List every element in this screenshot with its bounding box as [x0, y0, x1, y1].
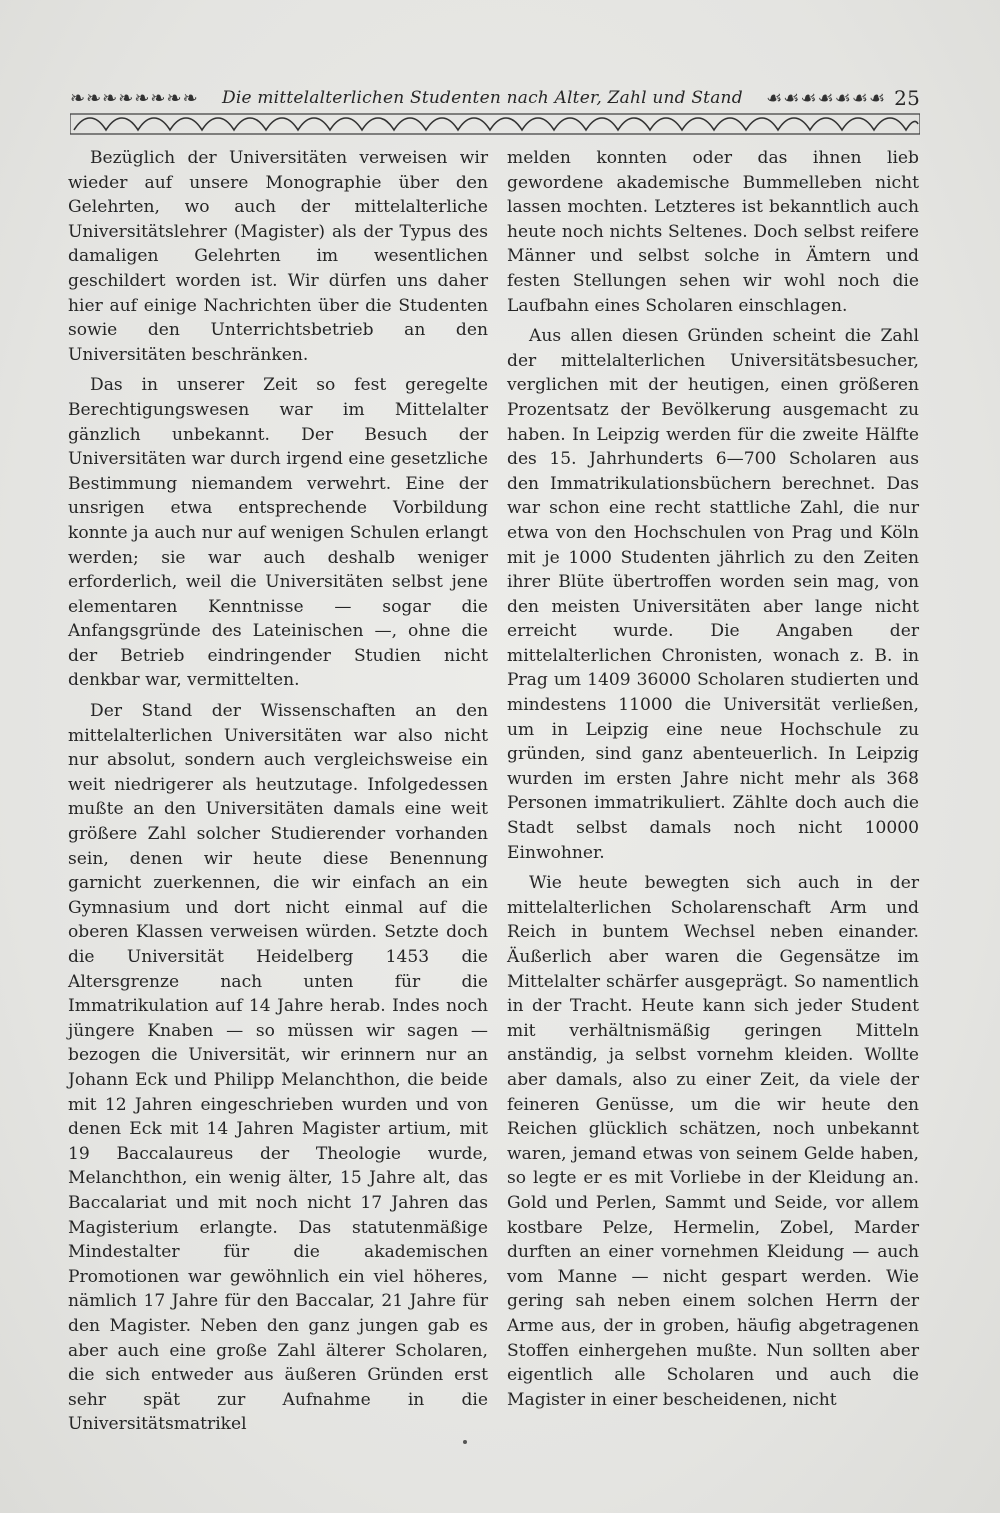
page-header [70, 82, 920, 142]
paragraph: Wie heute bewegten sich auch in der mittelalterlichen Scholarenschaft Arm und Reich in buntem Wechsel neben einander. Äußerlich aber waren die Gegensätze im Mittelalter schärfer ausgeprägt. So namentlich in der Tracht. Heute kann sich jeder Student mit verhältnismäßig geringen Mitteln anständig, ja selbst vornehm kleiden. Wollte aber damals, also zu einer Zeit, da viele der feineren Genüsse, um die wir heute den Reichen glücklich schätzen, noch unbekannt waren, jemand etwas von seinem Gelde haben, so legte er es mit Vorliebe in der Kleidung an. Gold und Perlen, Sammt und Seide, vor allem kostbare Pelze, Hermelin, Zobel, Marder durften an einer vornehmen Kleidung — auch vom Manne — nicht gespart werden. Wie gering sah neben einem solchen Herrn der Arme aus, der in groben, häufig abgetragenen Stoffen einhergehen mußte. Nun sollten aber eigentlich alle Scholaren und auch die Magister in einer bescheidenen, nicht [507, 873, 919, 1410]
ink-speck [463, 1440, 467, 1444]
page-number: 25 [894, 86, 920, 110]
scroll-ornament-icon: ❧❧❧❧❧❧❧❧ [70, 87, 199, 109]
right-column [507, 146, 919, 1418]
running-title: Die mittelalterlichen Studenten nach Alter, Zahl und Stand [222, 88, 743, 108]
paragraph: Aus allen diesen Gründen scheint die Zahl der mittelalterlichen Universitätsbesucher, verglichen mit der heutigen, einen größeren Prozentsatz der Bevölkerung ausgemacht zu haben. In Leipzig werden für die zweite Hälfte des 15. Jahrhunderts 6—700 Scholaren aus den Immatrikulationsbüchern berechnet. Das war schon eine recht stattliche Zahl, die nur etwa von den Hochschulen von Prag und Köln mit je 1000 Studenten jährlich zu den Zeiten ihrer Blüte übertroffen worden sein mag, von den meisten Universitäten aber lange nicht erreicht wurde. Die Angaben der mittelalterlichen Chronisten, wonach z. B. in Prag um 1409 36000 Scholaren studierten und mindestens 11000 die Universität verließen, um in Leipzig eine neue Hochschule zu gründen, sind ganz abenteuerlich. In Leipzig wurden im ersten Jahre nicht mehr als 368 Personen immatrikuliert. Zählte doch auch die Stadt selbst damals noch nicht 10000 Einwohner. [507, 326, 919, 863]
paragraph-continuation: melden konnten oder das ihnen lieb gewordene akademische Bummelleben nicht lassen mochten. Letzteres ist bekanntlich auch heute noch nichts Seltenes. Doch selbst reifere Männer und selbst solche in Ämtern und festen Stellungen sehen wir wohl noch die Laufbahn eines Scholaren einschlagen. [507, 148, 919, 316]
paragraph: Der Stand der Wissenschaften an den mittelalterlichen Universitäten war also nicht nur absolut, sondern auch vergleichsweise ein weit niedrigerer als heutzutage. Infolgedessen mußte an den Universitäten damals eine weit größere Zahl solcher Studierender vorhanden sein, denen wir heute diese Benennung garnicht zuerkennen, die wir einfach an ein Gymnasium und dort nicht einmal auf die oberen Klassen verweisen würden. Setzte doch die Universität Heidelberg 1453 die Altersgrenze nach unten für die Immatrikulation auf 14 Jahre herab. Indes noch jüngere Knaben — so müssen wir sagen — bezogen die Universität, wir erinnern nur an Johann Eck und Philipp Melanchthon, die beide mit 12 Jahren eingeschrieben wurden und von denen Eck mit 14 Jahren Magister artium, mit 19 Baccalaureus der Theologie wurde, Melanchthon, ein wenig älter, 15 Jahre alt, das Baccalariat und mit noch nicht 17 Jahren das Magisterium erlangte. Das statutenmäßige Mindestalter für die akademischen Promotionen war gewöhnlich ein viel höheres, nämlich 17 Jahre für den Baccalar, 21 Jahre für den Magister. Neben den ganz jungen gab es aber auch eine große Zahl älterer Scholaren, die sich entweder aus äußeren Gründen erst sehr spät zur Aufnahme in die Universitätsmatrikel [68, 701, 488, 1435]
scroll-ornament-icon: ☙☙☙☙☙☙☙ [766, 87, 887, 109]
running-head [70, 86, 920, 110]
paragraph: Bezüglich der Universitäten verweisen wir wieder auf unsere Monographie über den Gelehrten, wo auch der mittelalterliche Universitätslehrer (Magister) als der Typus des damaligen Gelehrten im wesentlichen geschildert worden ist. Wir dürfen uns daher hier auf einige Nachrichten über die Studenten sowie den Unterrichtsbetrieb an den Universitäten beschränken. [68, 148, 488, 365]
left-column [68, 146, 488, 1443]
ornamental-border-icon [70, 112, 920, 136]
paragraph: Das in unserer Zeit so fest geregelte Berechtigungswesen war im Mittelalter gänzlich unbekannt. Der Besuch der Universitäten war durch irgend eine gesetzliche Bestimmung niemandem verwehrt. Eine der unsrigen etwa entsprechende Vorbildung konnte ja auch nur auf wenigen Schulen erlangt werden; sie war auch deshalb weniger erforderlich, weil die Universitäten selbst jene elementaren Kenntnisse — sogar die Anfangsgründe des Lateinischen —, ohne die der Betrieb eindringender Studien nicht denkbar war, vermittelten. [68, 375, 488, 691]
